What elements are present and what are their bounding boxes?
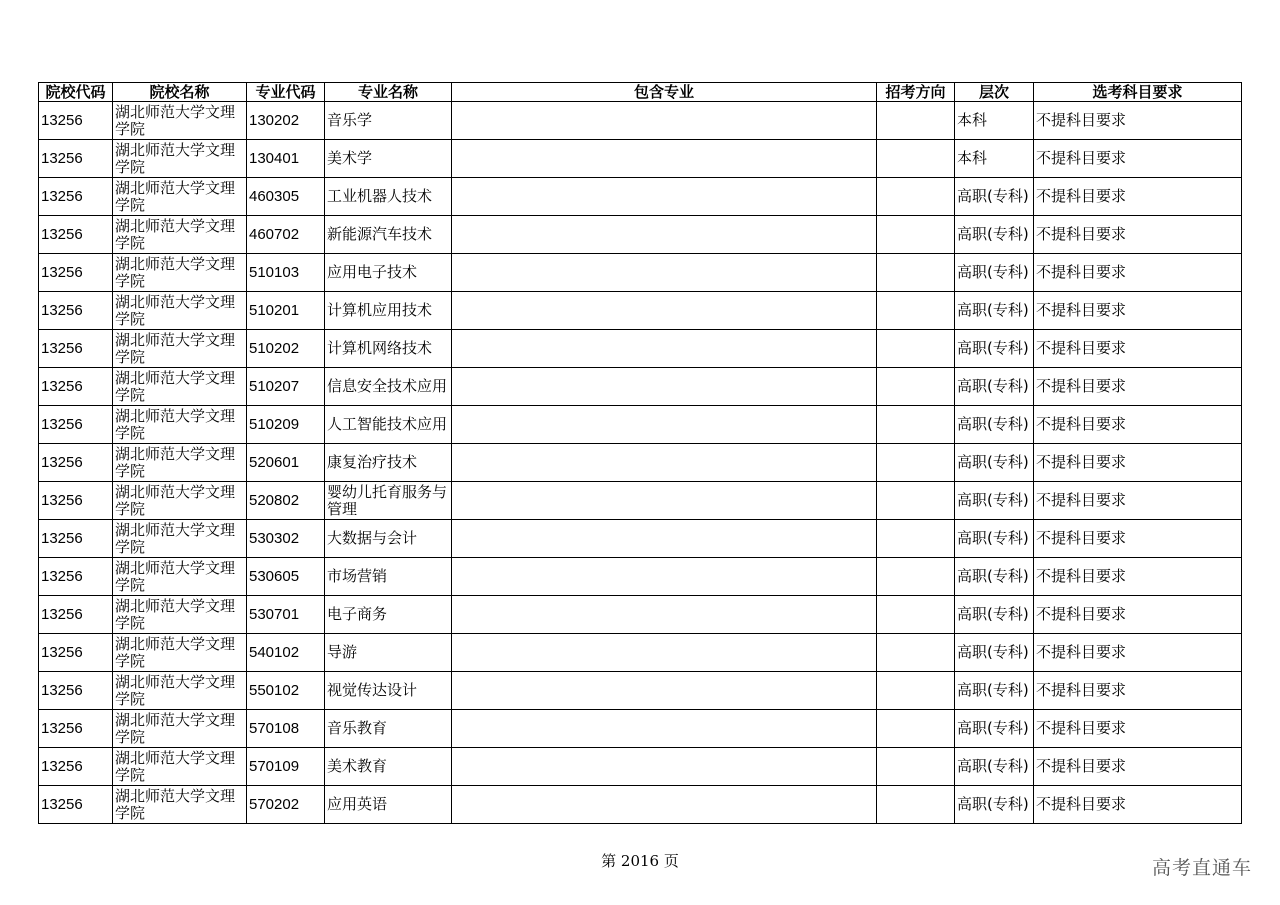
header-direction: 招考方向 xyxy=(877,83,955,102)
cell-direction xyxy=(877,748,955,786)
cell-major-name: 音乐教育 xyxy=(325,710,452,748)
cell-major-name: 新能源汽车技术 xyxy=(325,216,452,254)
cell-major-code: 510103 xyxy=(247,254,325,292)
cell-school-name: 湖北师范大学文理学院 xyxy=(113,748,247,786)
cell-school-name: 湖北师范大学文理学院 xyxy=(113,178,247,216)
cell-subject-requirement: 不提科目要求 xyxy=(1034,330,1242,368)
cell-school-code: 13256 xyxy=(39,634,113,672)
cell-subject-requirement: 不提科目要求 xyxy=(1034,140,1242,178)
watermark-logo: 高考直通车 xyxy=(1151,857,1252,879)
cell-major-code: 460702 xyxy=(247,216,325,254)
table-row xyxy=(39,444,1242,482)
cell-school-code: 13256 xyxy=(39,444,113,482)
table-row xyxy=(39,216,1242,254)
cell-direction xyxy=(877,140,955,178)
cell-subject-requirement: 不提科目要求 xyxy=(1034,216,1242,254)
cell-included-majors xyxy=(452,330,877,368)
cell-major-name: 美术学 xyxy=(325,140,452,178)
table-row xyxy=(39,178,1242,216)
cell-direction xyxy=(877,596,955,634)
cell-major-name: 计算机应用技术 xyxy=(325,292,452,330)
cell-included-majors xyxy=(452,444,877,482)
cell-school-name: 湖北师范大学文理学院 xyxy=(113,520,247,558)
cell-direction xyxy=(877,368,955,406)
majors-table xyxy=(38,82,1242,824)
table-row xyxy=(39,672,1242,710)
cell-school-code: 13256 xyxy=(39,520,113,558)
cell-included-majors xyxy=(452,786,877,824)
table-row xyxy=(39,634,1242,672)
cell-included-majors xyxy=(452,292,877,330)
cell-level: 高职(专科) xyxy=(955,292,1034,330)
cell-major-name: 美术教育 xyxy=(325,748,452,786)
table-row xyxy=(39,368,1242,406)
cell-major-name: 信息安全技术应用 xyxy=(325,368,452,406)
cell-subject-requirement: 不提科目要求 xyxy=(1034,786,1242,824)
cell-direction xyxy=(877,178,955,216)
header-row xyxy=(39,83,1242,102)
cell-school-name: 湖北师范大学文理学院 xyxy=(113,216,247,254)
header-included-majors: 包含专业 xyxy=(452,83,877,102)
cell-school-name: 湖北师范大学文理学院 xyxy=(113,596,247,634)
cell-subject-requirement: 不提科目要求 xyxy=(1034,444,1242,482)
cell-major-name: 电子商务 xyxy=(325,596,452,634)
cell-level: 高职(专科) xyxy=(955,254,1034,292)
cell-school-name: 湖北师范大学文理学院 xyxy=(113,786,247,824)
cell-subject-requirement: 不提科目要求 xyxy=(1034,558,1242,596)
cell-major-code: 570202 xyxy=(247,786,325,824)
cell-school-name: 湖北师范大学文理学院 xyxy=(113,102,247,140)
cell-level: 高职(专科) xyxy=(955,330,1034,368)
cell-major-name: 视觉传达设计 xyxy=(325,672,452,710)
cell-level: 本科 xyxy=(955,140,1034,178)
cell-major-name: 大数据与会计 xyxy=(325,520,452,558)
cell-school-code: 13256 xyxy=(39,140,113,178)
cell-level: 高职(专科) xyxy=(955,406,1034,444)
cell-subject-requirement: 不提科目要求 xyxy=(1034,102,1242,140)
cell-school-code: 13256 xyxy=(39,254,113,292)
cell-included-majors xyxy=(452,710,877,748)
cell-school-code: 13256 xyxy=(39,102,113,140)
cell-level: 高职(专科) xyxy=(955,216,1034,254)
cell-direction xyxy=(877,330,955,368)
cell-subject-requirement: 不提科目要求 xyxy=(1034,178,1242,216)
table-row xyxy=(39,140,1242,178)
cell-included-majors xyxy=(452,178,877,216)
cell-subject-requirement: 不提科目要求 xyxy=(1034,482,1242,520)
cell-major-code: 460305 xyxy=(247,178,325,216)
cell-school-name: 湖北师范大学文理学院 xyxy=(113,558,247,596)
cell-major-name: 市场营销 xyxy=(325,558,452,596)
cell-direction xyxy=(877,216,955,254)
cell-direction xyxy=(877,102,955,140)
cell-included-majors xyxy=(452,748,877,786)
cell-direction xyxy=(877,520,955,558)
cell-school-name: 湖北师范大学文理学院 xyxy=(113,140,247,178)
cell-major-code: 570108 xyxy=(247,710,325,748)
table-row xyxy=(39,748,1242,786)
cell-level: 高职(专科) xyxy=(955,444,1034,482)
cell-direction xyxy=(877,292,955,330)
cell-major-name: 导游 xyxy=(325,634,452,672)
cell-school-name: 湖北师范大学文理学院 xyxy=(113,330,247,368)
cell-direction xyxy=(877,786,955,824)
cell-school-code: 13256 xyxy=(39,406,113,444)
cell-direction xyxy=(877,710,955,748)
cell-school-code: 13256 xyxy=(39,368,113,406)
cell-major-code: 130202 xyxy=(247,102,325,140)
cell-major-code: 510207 xyxy=(247,368,325,406)
cell-major-name: 人工智能技术应用 xyxy=(325,406,452,444)
cell-school-code: 13256 xyxy=(39,330,113,368)
cell-school-name: 湖北师范大学文理学院 xyxy=(113,482,247,520)
cell-major-code: 520601 xyxy=(247,444,325,482)
cell-level: 高职(专科) xyxy=(955,710,1034,748)
cell-subject-requirement: 不提科目要求 xyxy=(1034,748,1242,786)
cell-subject-requirement: 不提科目要求 xyxy=(1034,672,1242,710)
cell-subject-requirement: 不提科目要求 xyxy=(1034,710,1242,748)
cell-included-majors xyxy=(452,558,877,596)
cell-subject-requirement: 不提科目要求 xyxy=(1034,596,1242,634)
cell-school-code: 13256 xyxy=(39,216,113,254)
cell-school-name: 湖北师范大学文理学院 xyxy=(113,634,247,672)
cell-included-majors xyxy=(452,102,877,140)
cell-subject-requirement: 不提科目要求 xyxy=(1034,634,1242,672)
cell-school-code: 13256 xyxy=(39,786,113,824)
cell-level: 高职(专科) xyxy=(955,786,1034,824)
cell-direction xyxy=(877,406,955,444)
cell-school-code: 13256 xyxy=(39,558,113,596)
table-row xyxy=(39,482,1242,520)
cell-level: 高职(专科) xyxy=(955,596,1034,634)
table-row xyxy=(39,520,1242,558)
cell-included-majors xyxy=(452,216,877,254)
header-school-name: 院校名称 xyxy=(113,83,247,102)
cell-school-code: 13256 xyxy=(39,178,113,216)
cell-level: 高职(专科) xyxy=(955,178,1034,216)
cell-included-majors xyxy=(452,596,877,634)
cell-subject-requirement: 不提科目要求 xyxy=(1034,406,1242,444)
cell-school-code: 13256 xyxy=(39,710,113,748)
table-row xyxy=(39,254,1242,292)
cell-direction xyxy=(877,482,955,520)
cell-major-name: 工业机器人技术 xyxy=(325,178,452,216)
cell-major-code: 520802 xyxy=(247,482,325,520)
cell-subject-requirement: 不提科目要求 xyxy=(1034,254,1242,292)
cell-major-code: 550102 xyxy=(247,672,325,710)
cell-school-name: 湖北师范大学文理学院 xyxy=(113,292,247,330)
cell-level: 高职(专科) xyxy=(955,634,1034,672)
header-major-code: 专业代码 xyxy=(247,83,325,102)
cell-major-name: 应用英语 xyxy=(325,786,452,824)
cell-school-name: 湖北师范大学文理学院 xyxy=(113,406,247,444)
header-level: 层次 xyxy=(955,83,1034,102)
cell-level: 高职(专科) xyxy=(955,558,1034,596)
cell-level: 本科 xyxy=(955,102,1034,140)
header-school-code: 院校代码 xyxy=(39,83,113,102)
cell-included-majors xyxy=(452,482,877,520)
cell-major-code: 510201 xyxy=(247,292,325,330)
cell-subject-requirement: 不提科目要求 xyxy=(1034,520,1242,558)
cell-included-majors xyxy=(452,368,877,406)
cell-school-name: 湖北师范大学文理学院 xyxy=(113,444,247,482)
cell-subject-requirement: 不提科目要求 xyxy=(1034,292,1242,330)
cell-school-code: 13256 xyxy=(39,748,113,786)
cell-direction xyxy=(877,558,955,596)
cell-major-name: 计算机网络技术 xyxy=(325,330,452,368)
cell-school-code: 13256 xyxy=(39,482,113,520)
cell-major-name: 应用电子技术 xyxy=(325,254,452,292)
cell-major-name: 婴幼儿托育服务与管理 xyxy=(325,482,452,520)
cell-major-code: 540102 xyxy=(247,634,325,672)
cell-major-code: 510202 xyxy=(247,330,325,368)
cell-included-majors xyxy=(452,672,877,710)
cell-major-code: 530302 xyxy=(247,520,325,558)
cell-school-name: 湖北师范大学文理学院 xyxy=(113,254,247,292)
cell-school-name: 湖北师范大学文理学院 xyxy=(113,672,247,710)
cell-subject-requirement: 不提科目要求 xyxy=(1034,368,1242,406)
cell-major-name: 康复治疗技术 xyxy=(325,444,452,482)
cell-direction xyxy=(877,254,955,292)
cell-major-code: 130401 xyxy=(247,140,325,178)
table-row xyxy=(39,558,1242,596)
cell-level: 高职(专科) xyxy=(955,368,1034,406)
cell-school-code: 13256 xyxy=(39,596,113,634)
table-row xyxy=(39,710,1242,748)
cell-school-code: 13256 xyxy=(39,672,113,710)
table-row xyxy=(39,330,1242,368)
table-row xyxy=(39,406,1242,444)
table-row xyxy=(39,102,1242,140)
table-body xyxy=(39,102,1242,824)
cell-major-code: 530701 xyxy=(247,596,325,634)
table-row xyxy=(39,786,1242,824)
cell-level: 高职(专科) xyxy=(955,748,1034,786)
header-major-name: 专业名称 xyxy=(325,83,452,102)
cell-included-majors xyxy=(452,406,877,444)
cell-major-code: 510209 xyxy=(247,406,325,444)
cell-included-majors xyxy=(452,634,877,672)
cell-direction xyxy=(877,444,955,482)
table-row xyxy=(39,292,1242,330)
cell-included-majors xyxy=(452,140,877,178)
cell-school-name: 湖北师范大学文理学院 xyxy=(113,368,247,406)
cell-major-name: 音乐学 xyxy=(325,102,452,140)
cell-major-code: 530605 xyxy=(247,558,325,596)
cell-direction xyxy=(877,634,955,672)
cell-school-name: 湖北师范大学文理学院 xyxy=(113,710,247,748)
cell-level: 高职(专科) xyxy=(955,672,1034,710)
cell-direction xyxy=(877,672,955,710)
cell-level: 高职(专科) xyxy=(955,482,1034,520)
cell-level: 高职(专科) xyxy=(955,520,1034,558)
cell-included-majors xyxy=(452,254,877,292)
header-subject-requirement: 选考科目要求 xyxy=(1034,83,1242,102)
cell-major-code: 570109 xyxy=(247,748,325,786)
table-row xyxy=(39,596,1242,634)
page-number: 第 2016 页 xyxy=(601,852,679,870)
cell-school-code: 13256 xyxy=(39,292,113,330)
cell-included-majors xyxy=(452,520,877,558)
